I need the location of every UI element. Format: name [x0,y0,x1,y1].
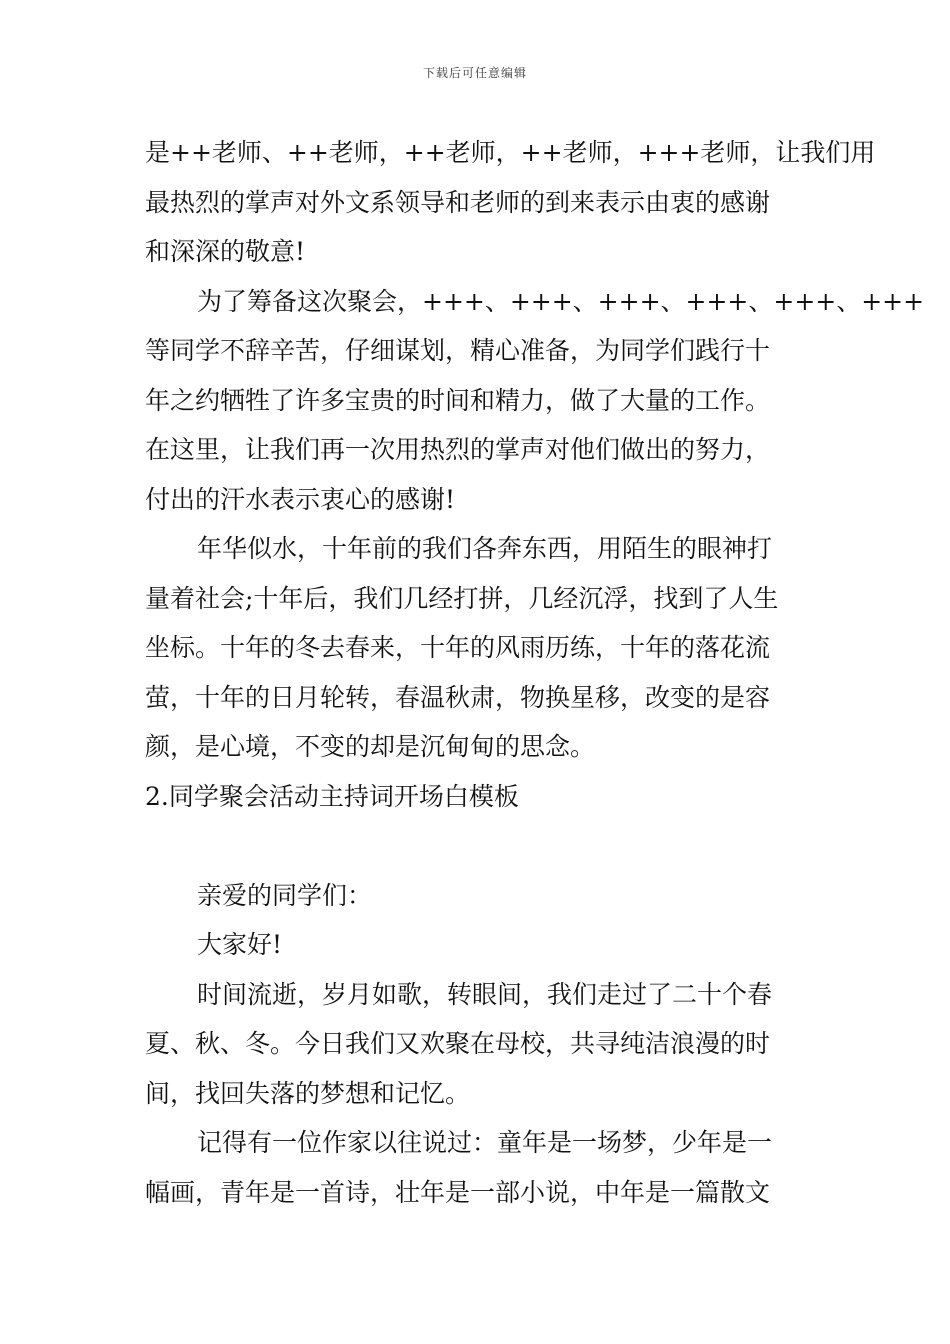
text-line: 量着社会;十年后，我们几经打拼，几经沉浮，找到了人生 [145,583,779,613]
text-line: 年华似水，十年前的我们各奔东西，用陌生的眼神打 [197,534,773,563]
text-line: 是++老师、++老师，++老师，++老师，+++老师，让我们用 [145,138,876,167]
text-line: 在这里，让我们再一次用热烈的掌声对他们做出的努力， [145,435,771,464]
text-line: 年之约牺牲了许多宝贵的时间和精力，做了大量的工作。 [145,385,771,415]
text-line: 坐标。十年的冬去春来，十年的风雨历练，十年的落花流 [145,633,771,662]
text-line: 记得有一位作家以往说过：童年是一场梦，少年是一 [197,1128,773,1157]
text-line: 间，找回失落的梦想和记忆。 [145,1078,471,1108]
text-line: 萤，十年的日月轮转，春温秋肃，物换星移，改变的是容 [145,682,771,712]
text-line: 和深深的敬意! [145,237,306,266]
blank-line [145,821,810,871]
text-line: 亲爱的同学们： [197,880,373,910]
text-line: 等同学不辞辛苦，仔细谋划，精心准备，为同学们践行十 [145,336,771,365]
text-line: 时间流逝，岁月如歌，转眼间，我们走过了二十个春 [197,979,773,1009]
text-line: 最热烈的掌声对外文系领导和老师的到来表示由衷的感谢 [145,187,771,217]
text-line: 幅画，青年是一首诗，壮年是一部小说，中年是一篇散文 [145,1177,771,1207]
document-body [145,128,925,1217]
text-line: 颜，是心境，不变的却是沉甸甸的思念。 [145,732,596,761]
text-line: 夏、秋、冬。今日我们又欢聚在母校，共寻纯洁浪漫的时 [145,1029,771,1058]
text-line: 付出的汗水表示衷心的感谢! [145,484,456,514]
page-header: 下载后可任意编辑 [422,66,527,80]
text-line: 大家好! [197,930,283,959]
text-line: 为了筹备这次聚会，+++、+++、+++、+++、+++、+++ [197,286,925,316]
text-line: 2.同学聚会活动主持词开场白模板 [145,781,519,811]
